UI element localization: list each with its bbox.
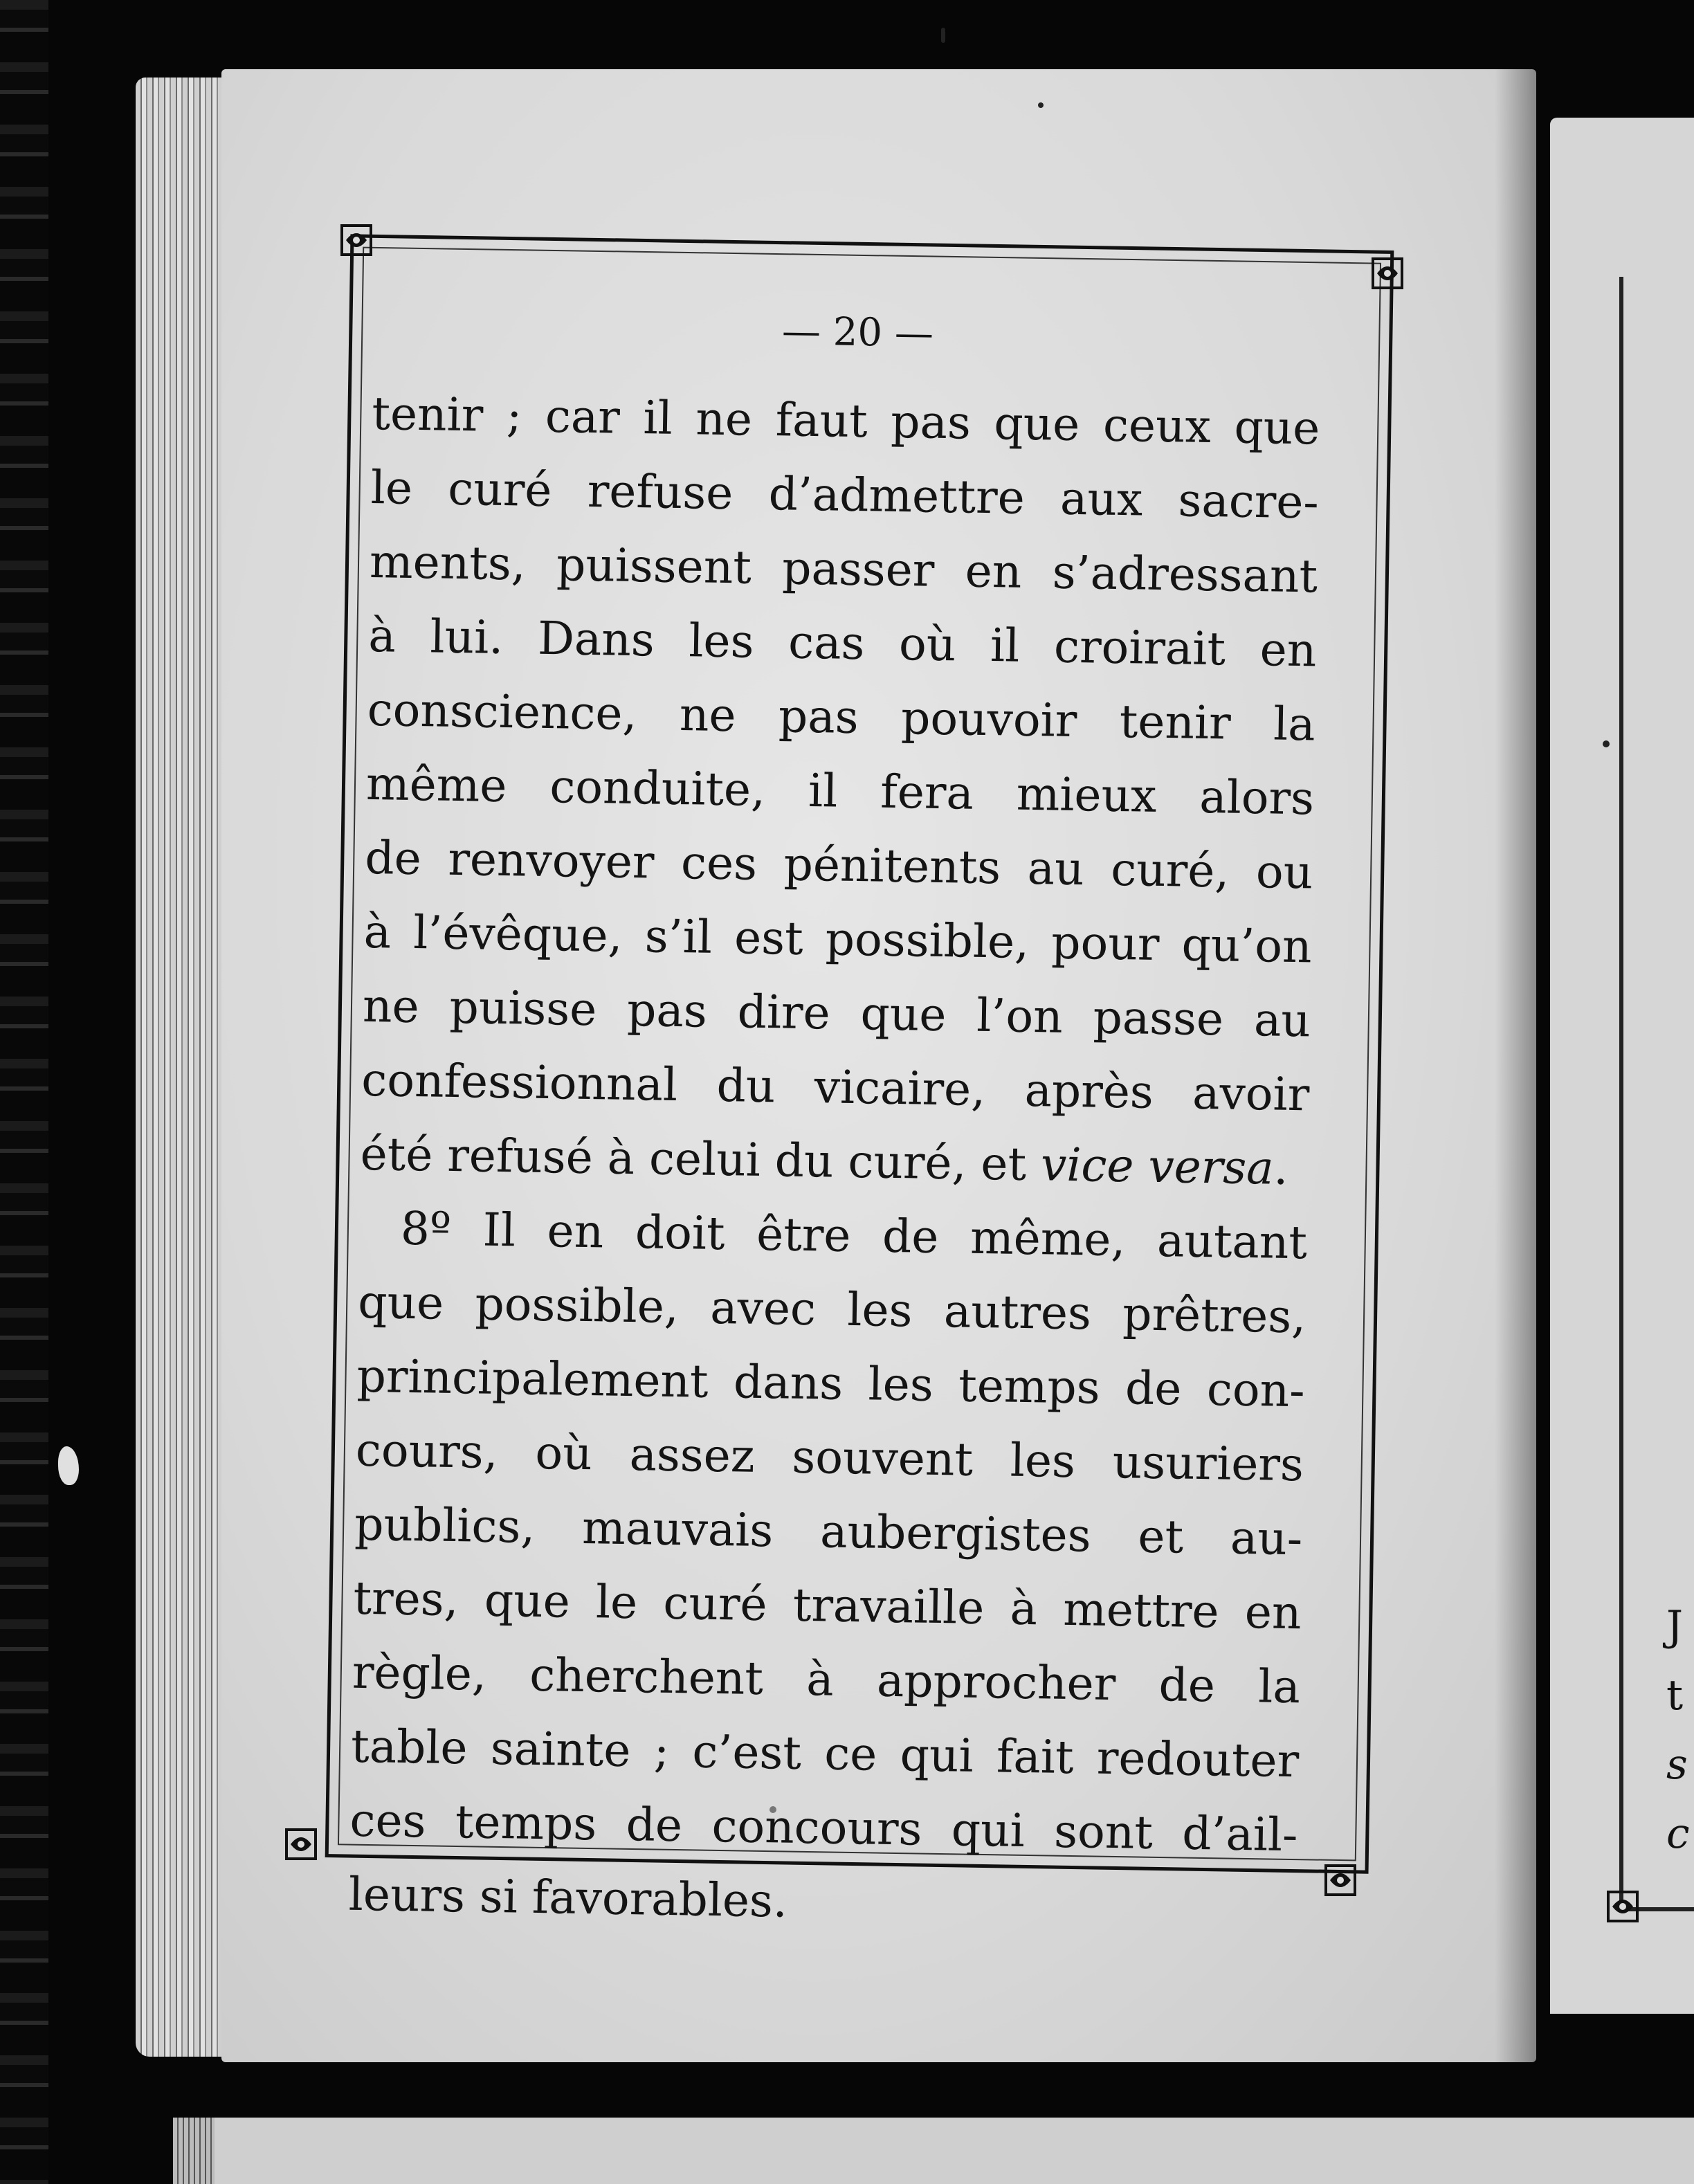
line-tail: . (1273, 1141, 1289, 1195)
text-line (365, 825, 1314, 914)
italic-phrase: vice versa (1040, 1138, 1275, 1195)
margin-speck (58, 1446, 79, 1485)
page-number: — 20 — (781, 309, 934, 356)
text-lines (348, 381, 1320, 1950)
neighbor-letter: t (1666, 1671, 1684, 1720)
text-line (363, 899, 1313, 988)
ink-speck (941, 28, 945, 43)
text-line-content: que possible, avec les autres prêtres, (357, 1275, 1306, 1344)
neighbor-letter: J (1666, 1602, 1684, 1650)
text-line-content: 8º Il en doit être de même, autant (400, 1201, 1308, 1270)
text-line-content: publics, mauvais aubergistes et au- (354, 1497, 1303, 1566)
text-line-content: ces temps de concours qui sont d’ail- (349, 1793, 1299, 1862)
bottom-page-edges (173, 2118, 215, 2184)
text-line-content: ments, puissent passer en s’adressant (369, 534, 1318, 603)
corner-ornament-icon (284, 1827, 318, 1862)
corner-ornament-icon (1370, 256, 1405, 291)
text-line-content: été refusé à celui du curé, et (360, 1127, 1041, 1192)
neighbor-letter: s (1666, 1740, 1688, 1789)
text-line-content: de renvoyer ces pénitents au curé, ou (364, 830, 1313, 900)
ink-speck (1038, 102, 1044, 108)
text-line-content: leurs si favorables. (348, 1867, 788, 1928)
text-line-content: à l’évêque, s’il est possible, pour qu’on (363, 904, 1313, 974)
text-line-content: table sainte ; c’est ce qui fait redouter (350, 1719, 1300, 1788)
text-line-content: principalement dans les temps de con- (356, 1349, 1306, 1418)
corner-ornament-icon (339, 223, 374, 257)
text-line-content: à lui. Dans les cas où il croirait en (367, 608, 1317, 677)
ink-speck (1603, 740, 1610, 747)
text-line-content: règle, cherchent à approcher de la (352, 1645, 1301, 1714)
text-line-content: cours, où assez souvent les usuriers (355, 1423, 1304, 1492)
text-line-content: ne puisse pas dire que l’on passe au (362, 979, 1311, 1048)
neighbor-letter: c (1666, 1810, 1690, 1858)
text-line (372, 381, 1321, 470)
text-line-content: tres, que le curé travaille à mettre en (353, 1571, 1302, 1640)
scan-border-noise (0, 0, 48, 2184)
text-line-content: même conduite, il fera mieux alors (365, 756, 1315, 826)
page-gutter-shadow (1495, 69, 1536, 2062)
text-line (356, 1343, 1306, 1432)
page-text (348, 304, 1322, 1950)
bottom-neighbor-page (173, 2118, 1694, 2184)
text-line-content: conscience, ne pas pouvoir tenir la (367, 682, 1316, 752)
neighbor-page-letters (1666, 1592, 1694, 1868)
text-line-content: confessionnal du vicaire, après avoir (361, 1053, 1310, 1122)
neighbor-page-frame-line (1619, 277, 1623, 1910)
corner-ornament-icon (1605, 1889, 1640, 1924)
text-line (348, 1862, 1297, 1951)
text-line-content: tenir ; car il ne faut pas que ceux que (371, 386, 1320, 455)
text-line (349, 1787, 1299, 1877)
corner-ornament-icon (1323, 1863, 1358, 1898)
text-line-content: le curé refuse d’admettre aux sacre- (370, 460, 1320, 529)
